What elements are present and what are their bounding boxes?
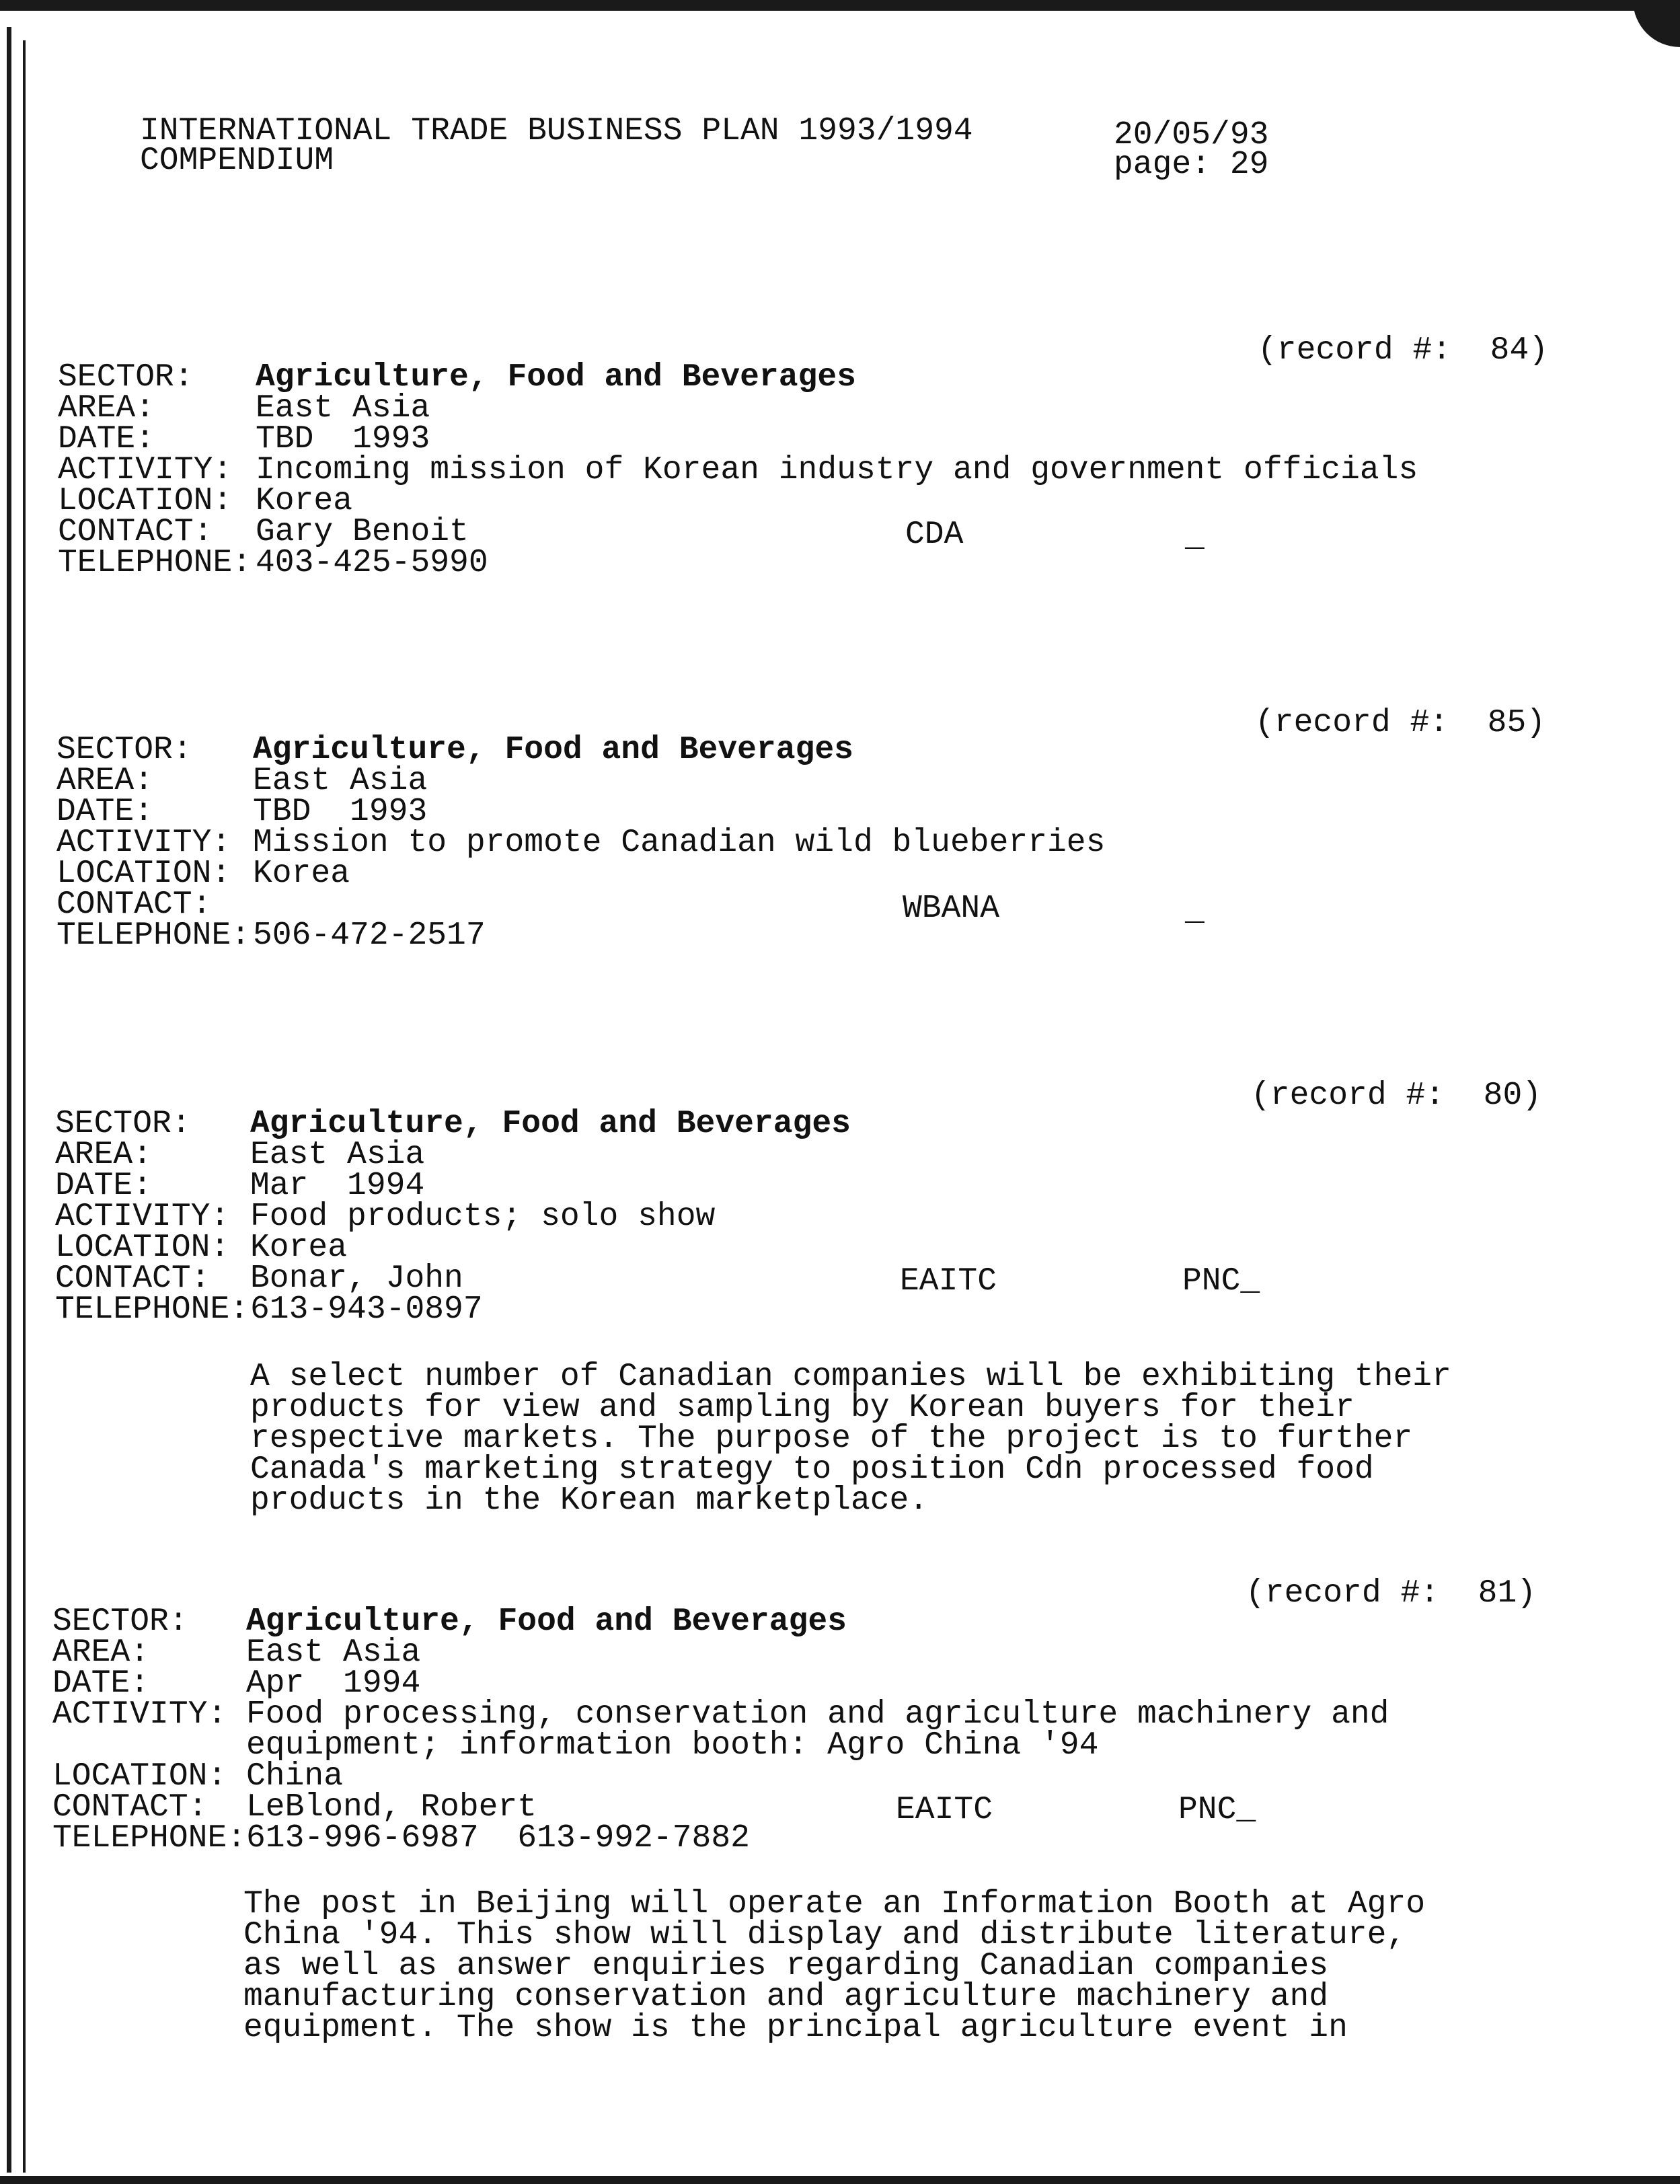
record-number: (record #: 81)	[1246, 1575, 1537, 1612]
description-line: products in the Korean marketplace.	[250, 1482, 929, 1519]
date-value: TBD 1993	[256, 421, 430, 457]
activity-label: ACTIVITY:	[56, 825, 231, 861]
record-number: (record #: 84)	[1258, 332, 1549, 369]
sector-label: SECTOR:	[55, 1106, 191, 1142]
activity-value: Food processing, conservation and agriculture machinery and	[246, 1696, 1389, 1733]
document-date: 20/05/93	[1114, 117, 1269, 153]
contact-org: EAITC	[900, 1263, 997, 1300]
area-label: AREA:	[52, 1634, 150, 1671]
document-subtitle: COMPENDIUM	[140, 143, 334, 179]
description-line: A select number of Canadian companies will be exhibiting their	[250, 1359, 1451, 1395]
sector-value: Agriculture, Food and Beverages	[256, 359, 856, 396]
date-label: DATE:	[58, 421, 155, 457]
contact-value: LeBlond, Robert	[246, 1789, 537, 1825]
sector-value: Agriculture, Food and Beverages	[253, 732, 853, 768]
sector-value: Agriculture, Food and Beverages	[246, 1604, 847, 1640]
contact-value: Bonar, John	[250, 1260, 463, 1297]
sector-label: SECTOR:	[58, 359, 194, 396]
telephone-value: 403-425-5990	[256, 545, 488, 581]
telephone-value: 506-472-2517	[253, 917, 486, 954]
scan-bottom-edge	[0, 2176, 1680, 2184]
contact-label: CONTACT:	[56, 887, 212, 923]
date-label: DATE:	[56, 794, 154, 830]
location-value: Korea	[250, 1230, 348, 1266]
description-line: Canada's marketing strategy to position Cdn processed food	[250, 1452, 1374, 1488]
description-line: China '94. This show will display and distribute literature,	[243, 1917, 1406, 1953]
date-label: DATE:	[55, 1168, 153, 1204]
telephone-value: 613-996-6987 613-992-7882	[246, 1820, 750, 1856]
contact-label: CONTACT:	[58, 514, 213, 550]
page-number: page: 29	[1114, 147, 1269, 183]
telephone-label: TELEPHONE:	[58, 545, 252, 581]
activity-value: Incoming mission of Korean industry and government officials	[256, 452, 1418, 488]
description-line: manufacturing conservation and agriculture machinery and	[243, 1979, 1329, 2015]
contact-org: EAITC	[896, 1792, 993, 1828]
activity-label: ACTIVITY:	[52, 1696, 227, 1733]
contact-label: CONTACT:	[52, 1789, 208, 1825]
scan-corner-edge	[1633, 0, 1680, 47]
record-number: (record #: 85)	[1255, 705, 1546, 741]
description-line: equipment. The show is the principal agriculture event in	[243, 2010, 1348, 2046]
scan-left-edge	[7, 27, 11, 2173]
contact-code: _	[1185, 893, 1205, 930]
contact-org: CDA	[905, 517, 964, 553]
location-value: China	[246, 1758, 344, 1795]
contact-code: PNC_	[1182, 1263, 1260, 1300]
area-value: East Asia	[250, 1137, 425, 1173]
area-value: East Asia	[253, 763, 428, 799]
contact-code: _	[1185, 519, 1205, 556]
scan-left-rule	[23, 40, 26, 2173]
area-label: AREA:	[56, 763, 154, 799]
activity-value: Mission to promote Canadian wild blueberries	[253, 825, 1106, 861]
location-label: LOCATION:	[55, 1230, 230, 1266]
date-label: DATE:	[52, 1665, 150, 1702]
record-number: (record #: 80)	[1251, 1078, 1542, 1114]
telephone-label: TELEPHONE:	[56, 917, 251, 954]
date-value: TBD 1993	[253, 794, 428, 830]
telephone-value: 613-943-0897	[250, 1291, 483, 1328]
area-value: East Asia	[246, 1634, 421, 1671]
date-value: Apr 1994	[246, 1665, 421, 1702]
description-line: as well as answer enquiries regarding Canadian companies	[243, 1948, 1329, 1984]
telephone-label: TELEPHONE:	[52, 1820, 247, 1856]
scan-top-edge	[0, 0, 1680, 11]
location-label: LOCATION:	[56, 856, 231, 892]
area-label: AREA:	[58, 390, 155, 426]
document-title: INTERNATIONAL TRADE BUSINESS PLAN 1993/1994	[140, 113, 973, 149]
description-line: respective markets. The purpose of the project is to further	[250, 1421, 1413, 1457]
activity-value-continued: equipment; information booth: Agro China '94	[246, 1727, 1099, 1764]
contact-label: CONTACT:	[55, 1260, 211, 1297]
area-label: AREA:	[55, 1137, 153, 1173]
description-line: The post in Beijing will operate an Information Booth at Agro	[243, 1886, 1426, 1922]
activity-label: ACTIVITY:	[58, 452, 233, 488]
telephone-label: TELEPHONE:	[55, 1291, 250, 1328]
location-label: LOCATION:	[52, 1758, 227, 1795]
date-value: Mar 1994	[250, 1168, 425, 1204]
sector-value: Agriculture, Food and Beverages	[250, 1106, 851, 1142]
location-value: Korea	[253, 856, 350, 892]
contact-org: WBANA	[903, 891, 1000, 927]
activity-label: ACTIVITY:	[55, 1199, 230, 1235]
location-value: Korea	[256, 483, 353, 519]
activity-value: Food products; solo show	[250, 1199, 716, 1235]
contact-value: Gary Benoit	[256, 514, 469, 550]
sector-label: SECTOR:	[52, 1604, 188, 1640]
contact-code: PNC_	[1178, 1792, 1256, 1828]
description-line: products for view and sampling by Korean buyers for their	[250, 1390, 1354, 1426]
sector-label: SECTOR:	[56, 732, 192, 768]
area-value: East Asia	[256, 390, 430, 426]
location-label: LOCATION:	[58, 483, 233, 519]
